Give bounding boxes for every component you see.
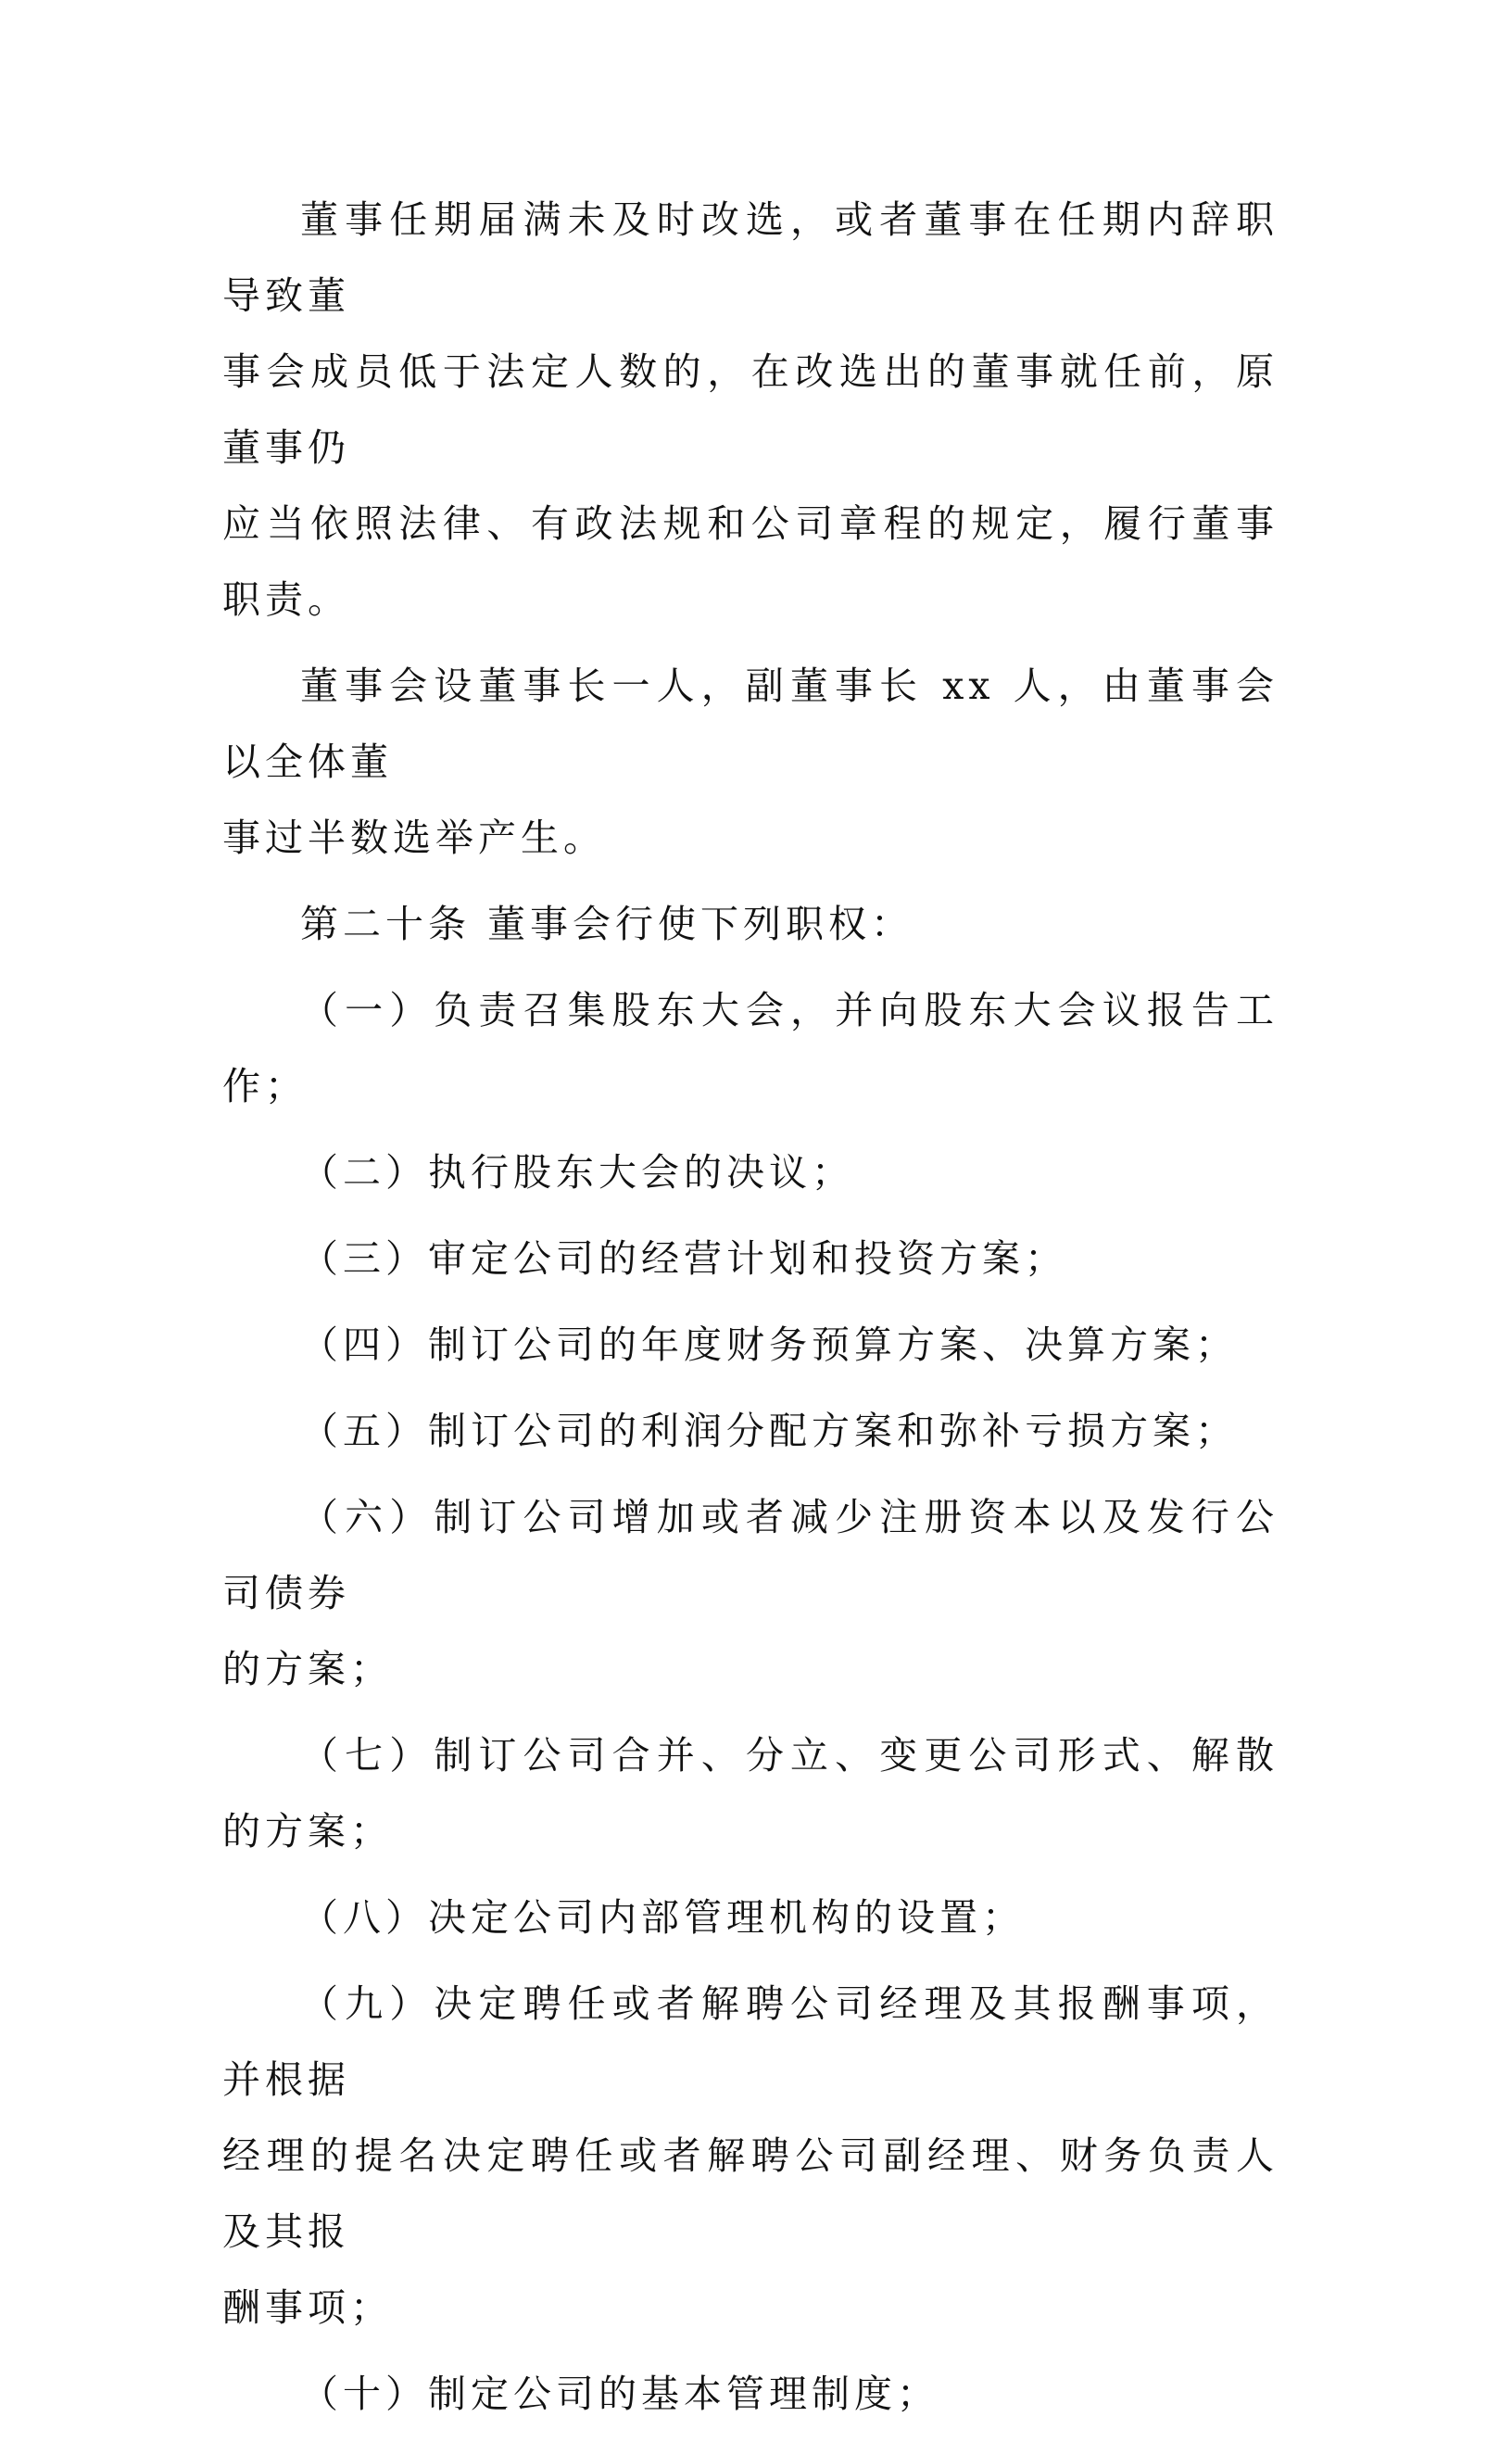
text-line: （二）执行股东大会的决议； [300,1150,854,1195]
list-item-1 [222,972,1279,1124]
text-line: （六）制订公司增加或者减少注册资本以及发行公司债券 [222,1495,1279,1615]
text-line: 董事会设董事长一人，副董事长 xx 人，由董事会以全体董 [222,664,1279,784]
text-line: （五）制订公司的利润分配方案和弥补亏损方案； [300,1409,1238,1453]
text-line: 第二十条 董事会行使下列职权： [300,902,914,946]
text-line: 董事任期届满未及时改选，或者董事在任期内辞职导致董 [222,197,1279,318]
list-item-5 [222,1393,1279,1469]
list-item-7 [222,1717,1279,1869]
list-item-6 [222,1479,1279,1707]
text-line: 酬事项； [222,2285,393,2330]
list-item-8 [222,1879,1279,1955]
text-line: （八）决定公司内部管理机构的设置； [300,1895,1025,1940]
text-line: 应当依照法律、有政法规和公司章程的规定，履行董事职责。 [222,501,1279,622]
text-line: （一）负责召集股东大会，并向股东大会议报告工作； [222,988,1279,1108]
paragraph-director-term-expiry [222,182,1279,638]
text-line: （九）决定聘任或者解聘公司经理及其报酬事项，并根据 [222,1981,1279,2102]
text-line: （七）制订公司合并、分立、变更公司形式、解散的方案； [222,1733,1279,1854]
text-line: 的方案； [222,1647,393,1691]
paragraph-chairman-election [222,648,1279,876]
list-item-2 [222,1134,1279,1210]
text-line: 事会成员低于法定人数的，在改选出的董事就任前，原董事仍 [222,349,1279,470]
article-20-heading [222,886,1279,962]
list-item-3 [222,1221,1279,1297]
text-line: （十）制定公司的基本管理制度； [300,2372,939,2416]
list-item-10 [222,2356,1279,2432]
text-line: （三）审定公司的经营计划和投资方案； [300,1236,1067,1281]
text-line: （四）制订公司的年度财务预算方案、决算方案； [300,1322,1238,1367]
document-page [222,182,1279,2442]
text-line: 事过半数选举产生。 [222,816,606,860]
list-item-4 [222,1307,1279,1383]
list-item-9 [222,1966,1279,2346]
text-line: 经理的提名决定聘任或者解聘公司副经理、财务负责人及其报 [222,2133,1279,2254]
